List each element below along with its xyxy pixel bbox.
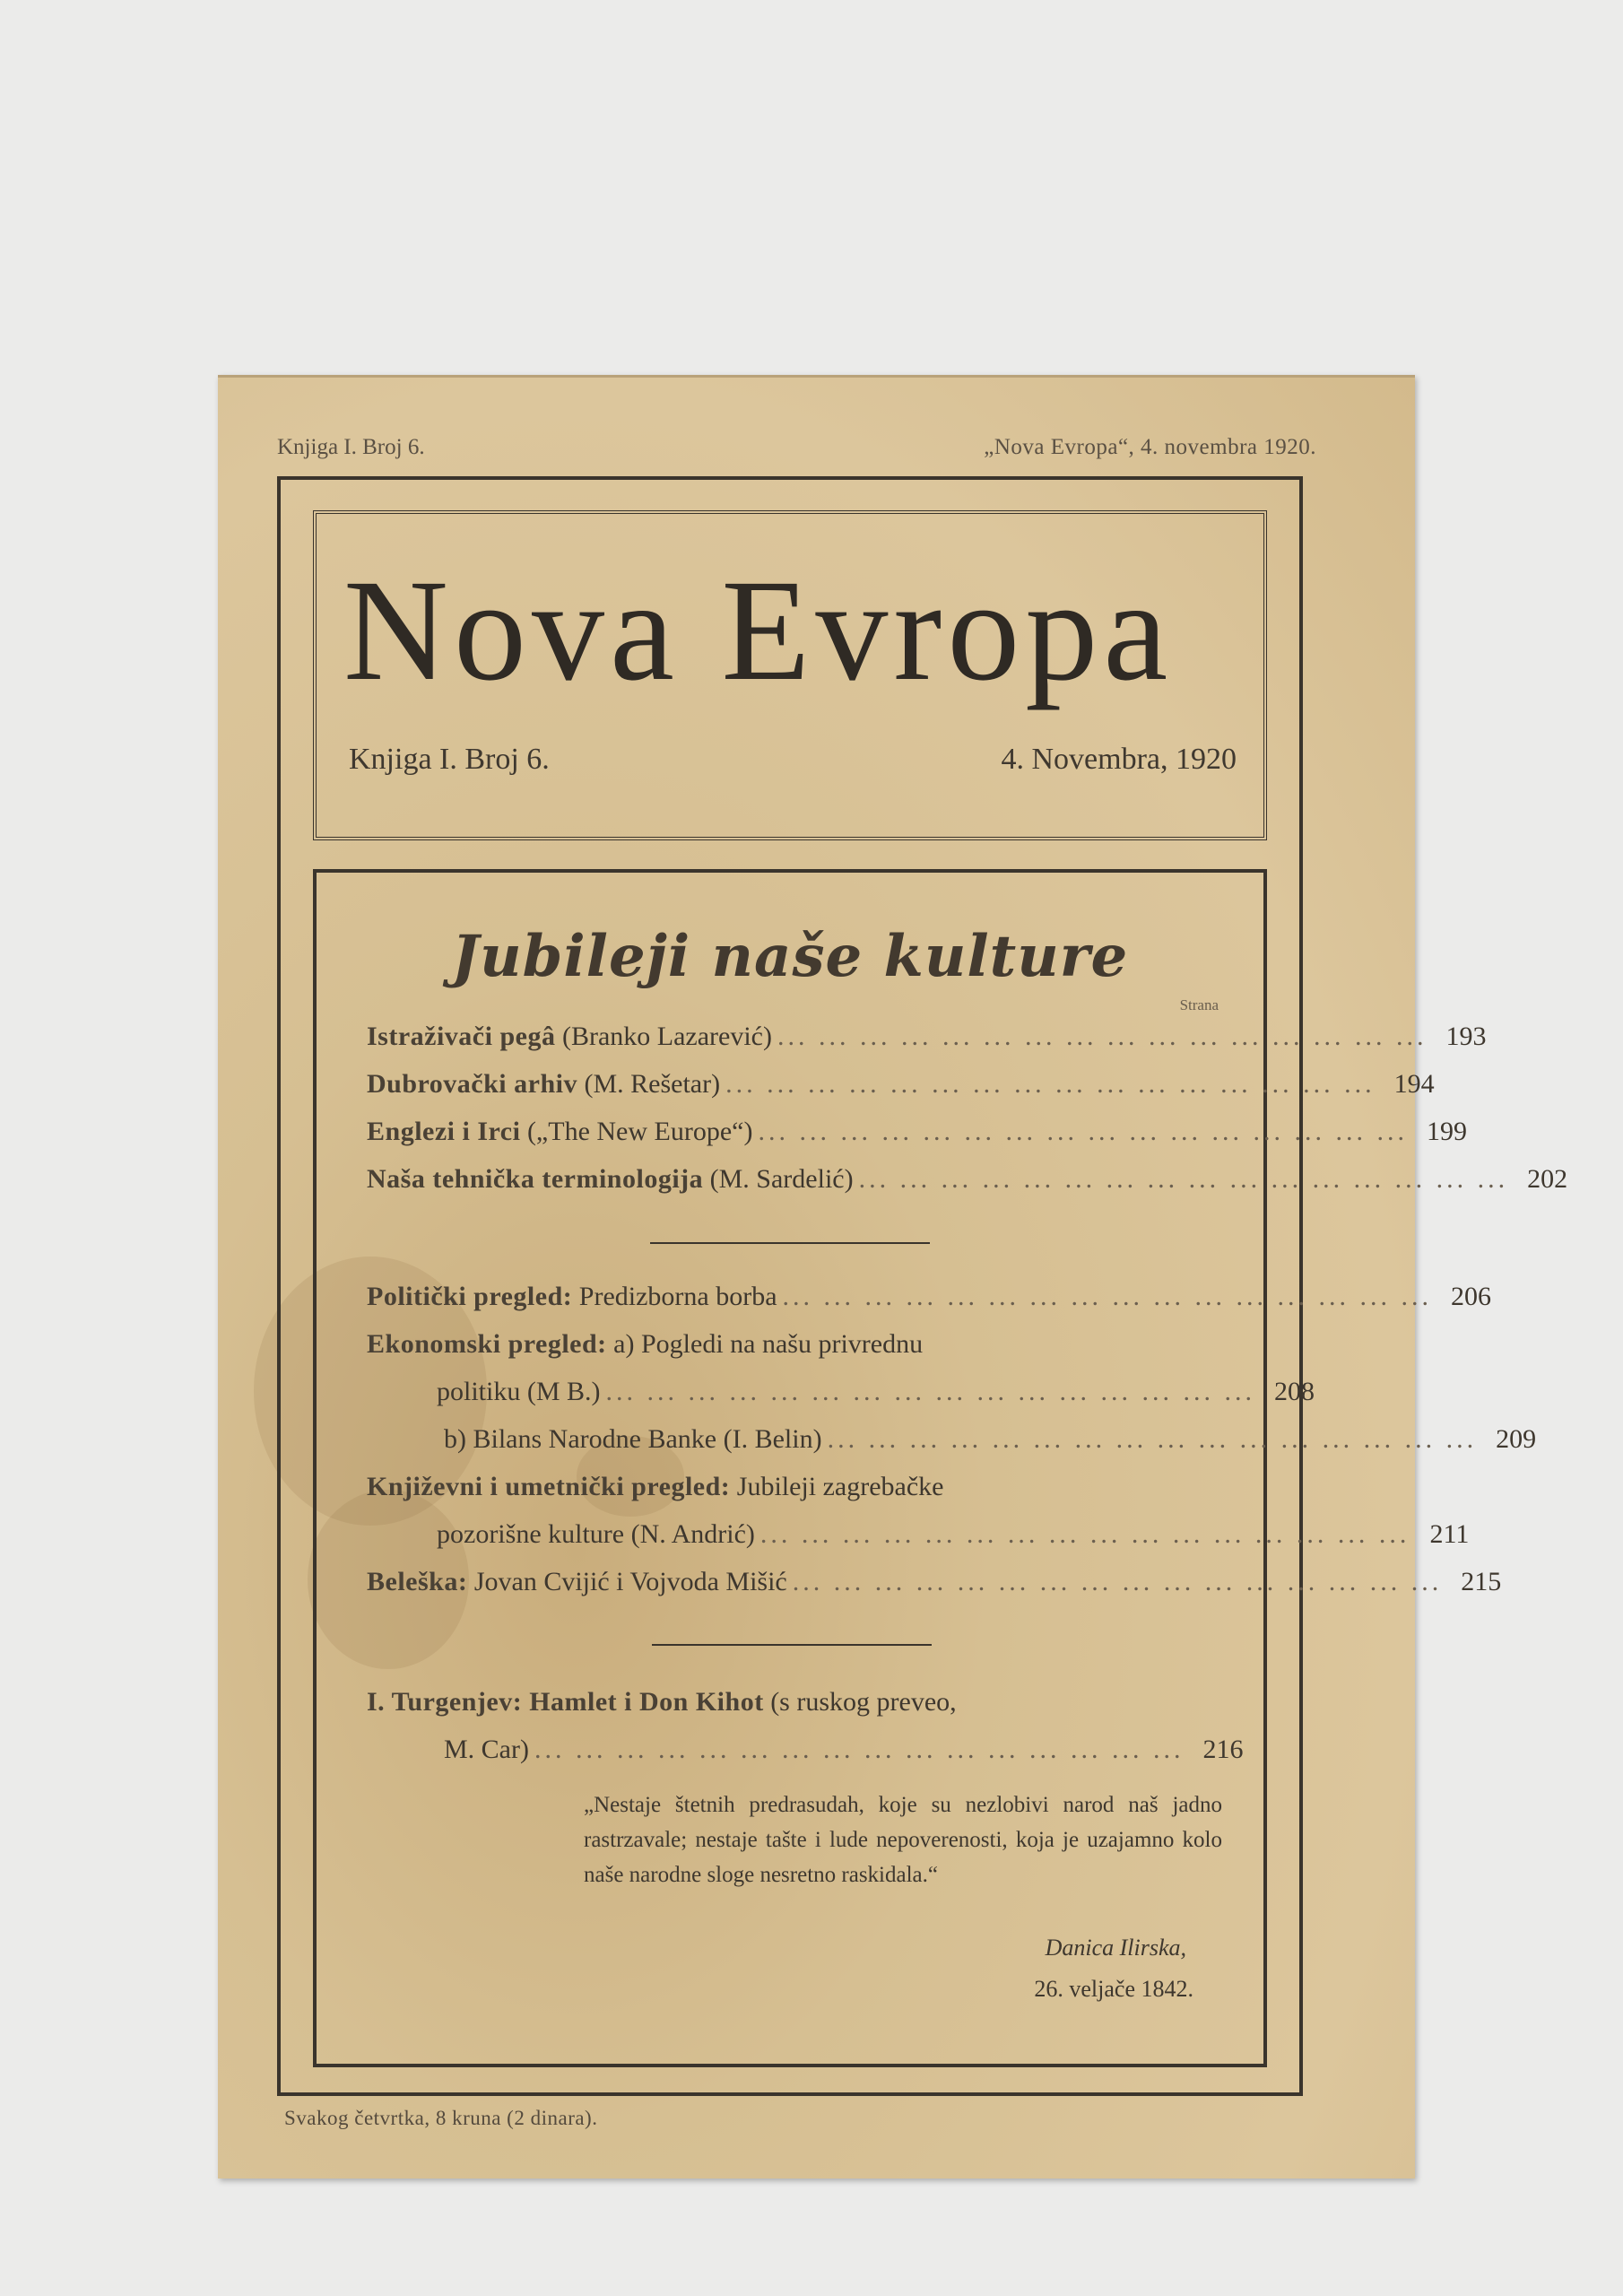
epigraph-quote: „Nestaje štetnih predrasudah, koje su nezlobivi narod naš jadno rastrzavale; nestaje tašte i lude nepoverenosti, koja je uzajamno kolo naše narodne sloge nesretno raskidala.“ <box>584 1793 1222 1887</box>
toc-entry: Ekonomski pregled: a) Pogledi na našu privrednu <box>367 1329 924 1359</box>
toc-entry: Politički pregled: Predizborna borba ... ... ... ... ... ... ... ... ... ... ... ... ... ... ... ... 206 <box>367 1273 1220 1320</box>
toc-page-number: 208 <box>1274 1377 1315 1406</box>
toc-page-number: 193 <box>1445 1022 1487 1051</box>
toc-group-translation <box>367 1678 1244 1773</box>
running-head-right: „Nova Evropa“, 4. novembra 1920. <box>984 435 1316 459</box>
toc-entry: Naša tehnička terminologija (M. Sardelić) ... ... ... ... ... ... ... ... ... ... ... ... ... ... ... ... 202 <box>367 1155 1220 1203</box>
magazine-cover <box>218 375 1568 2179</box>
toc-page-number: 215 <box>1461 1567 1502 1596</box>
toc-entry: Beleška: Jovan Cvijić i Vojvoda Mišić ... ... ... ... ... ... ... ... ... ... ... ... ... ... ... ... 215 <box>367 1558 1220 1605</box>
toc-entry-continued: politiku (M B.) ... ... ... ... ... ... ... ... ... ... ... ... ... ... ... ... 208 <box>367 1368 1220 1415</box>
masthead-box <box>313 510 1267 840</box>
toc-entry: Englezi i Irci („The New Europe“) ... ... ... ... ... ... ... ... ... ... ... ... ... ... ... ... 199 <box>367 1108 1220 1155</box>
issue-row <box>349 743 1237 777</box>
page-column-header: Strana <box>1179 996 1219 1013</box>
toc-entry: Dubrovački arhiv (M. Rešetar) ... ... ... ... ... ... ... ... ... ... ... ... ... ... ... ... 194 <box>367 1060 1220 1108</box>
divider-rule <box>650 1242 930 1244</box>
toc-page-number: 199 <box>1426 1117 1467 1146</box>
toc-page-number: 209 <box>1496 1424 1537 1454</box>
toc-entry: Istraživači pegâ (Branko Lazarević) ... ... ... ... ... ... ... ... ... ... ... ... ... ... ... ... 193 <box>367 1013 1220 1060</box>
toc-entry-continued: pozorišne kulture (N. Andrić) ... ... ... ... ... ... ... ... ... ... ... ... ... ... ... ... 211 <box>367 1510 1220 1558</box>
masthead-title: Nova Evropa <box>343 551 1174 711</box>
toc-entry-continued: b) Bilans Narodne Banke (I. Belin) ... ... ... ... ... ... ... ... ... ... ... ... ... ... ... ... 209 <box>367 1415 1220 1463</box>
toc-page-number: 211 <box>1429 1519 1470 1549</box>
toc-entry: Književni i umetnički pregled: Jubileji zagrebačke <box>367 1472 944 1501</box>
epigraph-source: Danica Ilirska, <box>1045 1935 1186 1961</box>
section-title: Jubileji naše kulture <box>451 923 1129 990</box>
epigraph-date: 26. veljače 1842. <box>1034 1976 1193 2002</box>
toc-group-articles <box>367 1013 1568 1203</box>
toc-group-reviews <box>367 1273 1537 1605</box>
toc-page-number: 202 <box>1527 1164 1568 1194</box>
running-head-left: Knjiga I. Broj 6. <box>277 435 425 459</box>
toc-page-number: 216 <box>1202 1735 1244 1764</box>
toc-entry: I. Turgenjev: Hamlet i Don Kihot (s ruskog preveo, <box>367 1687 957 1717</box>
toc-entry-continued: M. Car) ... ... ... ... ... ... ... ... ... ... ... ... ... ... ... ... 216 <box>367 1726 1220 1773</box>
footer-price: Svakog četvrtka, 8 kruna (2 dinara). <box>284 2107 598 2129</box>
divider-rule <box>652 1644 932 1646</box>
toc-page-number: 206 <box>1451 1282 1492 1311</box>
issue-volume: Knjiga I. Broj 6. <box>349 743 550 776</box>
toc-page-number: 194 <box>1393 1069 1435 1099</box>
issue-date: 4. Novembra, 1920 <box>1001 743 1237 776</box>
contents-box <box>313 869 1568 2067</box>
